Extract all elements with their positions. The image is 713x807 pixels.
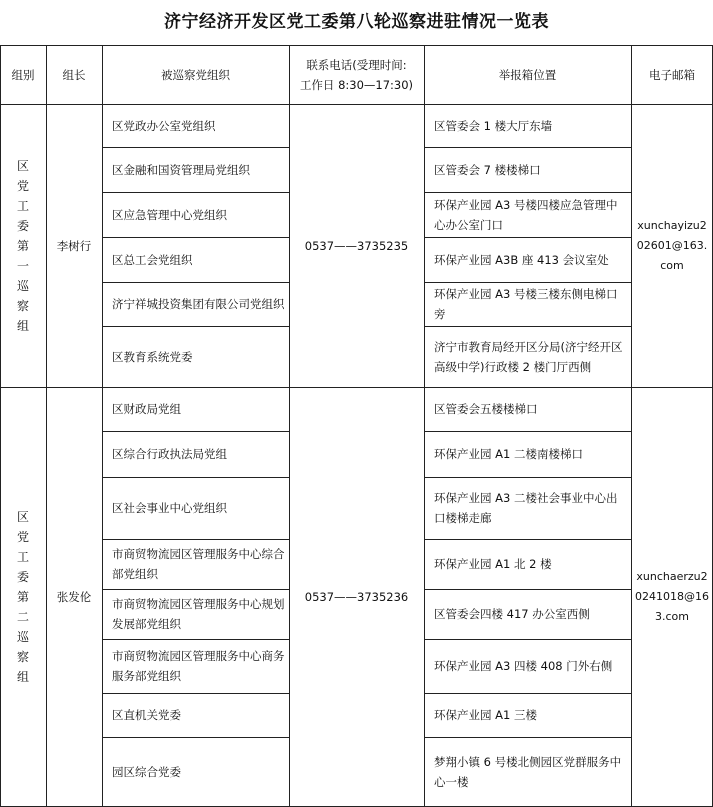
header-phone	[289, 45, 424, 104]
group2-box-row-text: 环保产业园 A3 二楼社会事业中心出口楼梯走廊	[434, 491, 618, 525]
group1-box-row-text: 济宁市教育局经开区分局(济宁经开区高级中学)行政楼 2 楼门厅西侧	[434, 339, 623, 374]
group2-box-row-text: 环保产业园 A1 北 2 楼	[434, 557, 552, 571]
group2-box-row	[424, 589, 631, 639]
header-phone-line-2: 工作日 8:30—17:30)	[299, 77, 414, 92]
group1-org-row	[102, 147, 289, 192]
group2-leader-text: 张发伦	[56, 590, 92, 604]
group2-leader	[46, 387, 102, 807]
row-rule	[102, 737, 289, 738]
group2-org-row-text: 园区综合党委	[112, 765, 181, 779]
table-top-rule	[0, 45, 713, 46]
group1-box-row	[424, 326, 631, 387]
column-rule	[46, 45, 47, 807]
group2-org-row-text: 市商贸物流园区管理服务中心综合部党组织	[112, 547, 285, 581]
group2-org-row	[102, 737, 289, 807]
group1-box-row	[424, 104, 631, 147]
row-rule	[102, 539, 289, 540]
group2-org-row	[102, 589, 289, 639]
column-rule	[102, 45, 103, 807]
header-org	[102, 45, 289, 104]
row-rule	[102, 639, 289, 640]
group1-email-text: xunchayizu202601@163.com	[636, 218, 708, 272]
group2-org-row	[102, 693, 289, 737]
row-rule	[102, 477, 289, 478]
row-rule	[424, 237, 631, 238]
group1-org-row	[102, 104, 289, 147]
group1-org-row	[102, 282, 289, 326]
group2-org-row-text: 市商贸物流园区管理服务中心规划发展部党组织	[112, 597, 285, 631]
group1-org-row	[102, 192, 289, 237]
group2-box-row	[424, 431, 631, 477]
group1-org-row-text: 区金融和国资管理局党组织	[112, 162, 250, 177]
row-rule	[424, 147, 631, 148]
row-rule	[424, 693, 631, 694]
row-rule	[102, 589, 289, 590]
group2-box-row	[424, 639, 631, 693]
group2-box-row-text: 区管委会五楼楼梯口	[434, 402, 538, 416]
group1-name-text: 区党工委第一巡察组	[16, 158, 29, 333]
group2-box-row-text: 环保产业园 A1 三楼	[434, 708, 537, 722]
column-rule	[424, 45, 425, 807]
header-org-text: 被巡察党组织	[161, 67, 230, 82]
header-leader	[46, 45, 102, 104]
group1-org-row-text: 区应急管理中心党组织	[112, 207, 227, 222]
group1-box-row	[424, 147, 631, 192]
group2-box-row-text: 梦翔小镇 6 号楼北侧园区党群服务中心一楼	[434, 755, 622, 789]
group1-box-row-text: 区管委会 7 楼楼梯口	[434, 162, 541, 177]
row-rule	[102, 192, 289, 193]
group1-box-row-text: 环保产业园 A3 号楼三楼东侧电梯口旁	[434, 287, 618, 321]
header-group	[0, 45, 46, 104]
group1-org-row-text: 区总工会党组织	[112, 252, 193, 267]
group2-org-row	[102, 431, 289, 477]
group1-org-row	[102, 326, 289, 387]
group2-box-row	[424, 737, 631, 807]
row-rule	[102, 693, 289, 694]
row-rule	[424, 431, 631, 432]
group1-org-row-text: 区党政办公室党组织	[112, 118, 216, 133]
group2-org-row	[102, 477, 289, 539]
group1-leader-text: 李树行	[56, 238, 92, 253]
group2-name-text: 区党工委第二巡察组	[16, 510, 29, 684]
header-box-text: 举报箱位置	[498, 67, 557, 82]
group1-org-row-text: 区教育系统党委	[112, 349, 193, 364]
group2-box-row	[424, 387, 631, 431]
group1-box-row	[424, 282, 631, 326]
header-phone-line-1: 联系电话(受理时间:	[306, 57, 407, 72]
group2-org-row	[102, 387, 289, 431]
group2-org-row	[102, 639, 289, 693]
row-rule	[424, 737, 631, 738]
row-rule	[102, 147, 289, 148]
group1-box-row	[424, 237, 631, 282]
group2-email-text: xunchaerzu20241018@163.com	[635, 570, 709, 623]
group2-box-row	[424, 539, 631, 589]
header-bottom-rule	[0, 104, 713, 105]
group1-phone-text: 0537——3735235	[304, 238, 409, 253]
group2-box-row	[424, 477, 631, 539]
row-rule	[102, 237, 289, 238]
header-email	[631, 45, 713, 104]
group2-box-row-text: 区管委会四楼 417 办公室西侧	[434, 607, 590, 621]
group1-box-row-text: 环保产业园 A3B 座 413 会议室处	[434, 252, 609, 267]
row-rule	[424, 282, 631, 283]
group1-leader	[46, 104, 102, 387]
group2-org-row-text: 区社会事业中心党组织	[112, 501, 227, 515]
column-rule	[289, 45, 290, 807]
row-rule	[424, 477, 631, 478]
group2-org-row-text: 区财政局党组	[112, 402, 181, 416]
header-leader-text: 组长	[62, 67, 86, 82]
group1-org-row	[102, 237, 289, 282]
group1-org-row-text: 济宁祥城投资集团有限公司党组织	[112, 297, 285, 311]
row-rule	[102, 431, 289, 432]
group-divider-rule	[0, 387, 713, 388]
row-rule	[424, 539, 631, 540]
group1-phone	[289, 104, 424, 387]
group2-email	[631, 387, 713, 807]
group1-box-row	[424, 192, 631, 237]
inspection-table	[0, 45, 713, 807]
group2-org-row-text: 区综合行政执法局党组	[112, 447, 227, 461]
group1-box-row-text: 区管委会 1 楼大厅东墙	[434, 118, 553, 133]
page-title: 济宁经济开发区党工委第八轮巡察进驻情况一览表	[164, 12, 549, 32]
group2-org-row-text: 区直机关党委	[112, 708, 181, 722]
column-rule	[631, 45, 632, 807]
group2-phone	[289, 387, 424, 807]
group2-org-row	[102, 539, 289, 589]
row-rule	[424, 589, 631, 590]
group2-box-row	[424, 693, 631, 737]
row-rule	[102, 282, 289, 283]
group2-name	[0, 387, 46, 807]
header-box	[424, 45, 631, 104]
group2-box-row-text: 环保产业园 A3 四楼 408 门外右侧	[434, 659, 613, 673]
group2-org-row-text: 市商贸物流园区管理服务中心商务服务部党组织	[112, 649, 285, 683]
row-rule	[424, 326, 631, 327]
row-rule	[102, 326, 289, 327]
group1-name	[0, 104, 46, 387]
row-rule	[424, 192, 631, 193]
group2-phone-text: 0537——3735236	[304, 590, 409, 604]
header-email-text: 电子邮箱	[649, 67, 695, 82]
group2-box-row-text: 环保产业园 A1 二楼南楼梯口	[434, 447, 583, 461]
group1-email	[631, 104, 713, 387]
group1-box-row-text: 环保产业园 A3 号楼四楼应急管理中心办公室门口	[434, 197, 618, 232]
row-rule	[424, 639, 631, 640]
header-group-text: 组别	[11, 67, 35, 82]
column-rule	[0, 45, 1, 807]
